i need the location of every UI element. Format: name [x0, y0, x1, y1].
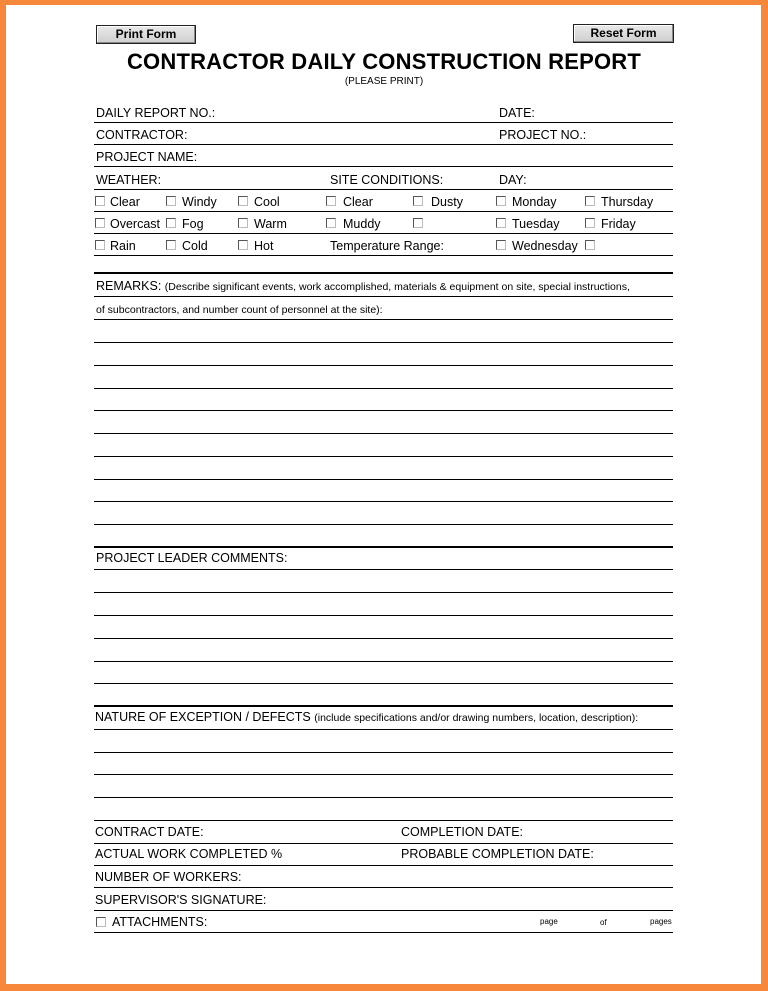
exception-heading [95, 710, 638, 724]
divider [94, 189, 673, 190]
weather-hot-checkbox[interactable] [238, 240, 248, 250]
weather-hot-label: Hot [254, 239, 274, 253]
weather-cool-checkbox[interactable] [238, 196, 248, 206]
divider [94, 211, 673, 212]
remarks-description: (Describe significant events, work accomplished, materials & equipment on site, special instructions, [164, 281, 630, 293]
field-underline[interactable] [94, 887, 673, 888]
weather-warm-checkbox[interactable] [238, 218, 248, 228]
actual-work-completed-label: ACTUAL WORK COMPLETED % [95, 847, 283, 861]
date-label: DATE: [499, 106, 535, 120]
remarks-line[interactable] [94, 388, 673, 389]
exception-line[interactable] [94, 729, 673, 730]
remarks-line[interactable] [94, 296, 673, 297]
comments-line[interactable] [94, 638, 673, 639]
completion-date-label: COMPLETION DATE: [401, 825, 524, 839]
remarks-description-continued: of subcontractors, and number count of personnel at the site): [96, 304, 383, 316]
contractor-label: CONTRACTOR: [96, 128, 188, 142]
weather-overcast-label: Overcast [110, 217, 161, 231]
weather-rain-label: Rain [110, 239, 136, 253]
weather-cold-checkbox[interactable] [166, 240, 176, 250]
section-divider [94, 546, 673, 548]
page-label: page [540, 917, 558, 926]
exception-description: (include specifications and/or drawing numbers, location, description): [314, 712, 639, 724]
exception-line[interactable] [94, 774, 673, 775]
comments-line[interactable] [94, 569, 673, 570]
weather-clear-label: Clear [110, 195, 140, 209]
project-no-label: PROJECT NO.: [499, 128, 587, 142]
comments-line[interactable] [94, 683, 673, 684]
weather-cold-label: Cold [182, 239, 208, 253]
section-divider [94, 272, 673, 274]
remarks-line[interactable] [94, 456, 673, 457]
day-wednesday-checkbox[interactable] [496, 240, 506, 250]
daily-report-no-label: DAILY REPORT NO.: [96, 106, 216, 120]
attachments-checkbox[interactable] [96, 917, 106, 927]
divider [94, 255, 673, 256]
day-label: DAY: [499, 173, 527, 187]
weather-fog-checkbox[interactable] [166, 218, 176, 228]
remarks-line[interactable] [94, 524, 673, 525]
temperature-range-label: Temperature Range: [330, 239, 444, 253]
day-thursday-checkbox[interactable] [585, 196, 595, 206]
report-subtitle: (PLEASE PRINT) [344, 76, 424, 87]
site-clear-checkbox[interactable] [326, 196, 336, 206]
attachments-label: ATTACHMENTS: [112, 915, 208, 929]
weather-overcast-checkbox[interactable] [95, 218, 105, 228]
field-underline[interactable] [94, 144, 673, 145]
day-tuesday-checkbox[interactable] [496, 218, 506, 228]
site-dusty-label: Dusty [431, 195, 463, 209]
exception-line[interactable] [94, 752, 673, 753]
day-friday-label: Friday [601, 217, 636, 231]
pages-label: pages [650, 917, 672, 926]
field-underline[interactable] [94, 166, 673, 167]
field-underline[interactable] [94, 865, 673, 866]
weather-windy-label: Windy [182, 195, 217, 209]
remarks-line[interactable] [94, 479, 673, 480]
weather-warm-label: Warm [254, 217, 287, 231]
field-underline[interactable] [94, 932, 673, 933]
remarks-line[interactable] [94, 365, 673, 366]
day-wednesday-label: Wednesday [512, 239, 578, 253]
project-name-label: PROJECT NAME: [96, 150, 198, 164]
print-form-button[interactable]: Print Form [96, 25, 196, 44]
number-of-workers-label: NUMBER OF WORKERS: [95, 870, 242, 884]
exception-line[interactable] [94, 820, 673, 821]
remarks-line[interactable] [94, 342, 673, 343]
day-thursday-label: Thursday [601, 195, 654, 209]
day-monday-label: Monday [512, 195, 557, 209]
site-dusty-checkbox[interactable] [413, 196, 423, 206]
remarks-line[interactable] [94, 319, 673, 320]
comments-line[interactable] [94, 615, 673, 616]
section-divider [94, 705, 673, 707]
day-friday-checkbox[interactable] [585, 218, 595, 228]
weather-clear-checkbox[interactable] [95, 196, 105, 206]
remarks-heading [96, 279, 630, 293]
site-clear-label: Clear [343, 195, 373, 209]
site-muddy-label: Muddy [343, 217, 381, 231]
weather-windy-checkbox[interactable] [166, 196, 176, 206]
report-title: CONTRACTOR DAILY CONSTRUCTION REPORT [126, 49, 642, 74]
site-other-checkbox[interactable] [413, 218, 423, 228]
remarks-line[interactable] [94, 501, 673, 502]
weather-cool-label: Cool [254, 195, 280, 209]
weather-fog-label: Fog [182, 217, 204, 231]
weather-label: WEATHER: [96, 173, 162, 187]
field-underline[interactable] [94, 843, 673, 844]
comments-line[interactable] [94, 592, 673, 593]
probable-completion-date-label: PROBABLE COMPLETION DATE: [401, 847, 594, 861]
weather-rain-checkbox[interactable] [95, 240, 105, 250]
field-underline[interactable] [94, 122, 673, 123]
exception-line[interactable] [94, 797, 673, 798]
contract-date-label: CONTRACT DATE: [95, 825, 204, 839]
site-muddy-checkbox[interactable] [326, 218, 336, 228]
remarks-label: REMARKS: [96, 279, 162, 293]
supervisor-signature-label: SUPERVISOR'S SIGNATURE: [95, 893, 267, 907]
reset-form-button[interactable]: Reset Form [573, 24, 674, 43]
project-leader-comments-label: PROJECT LEADER COMMENTS: [96, 551, 288, 565]
divider [94, 233, 673, 234]
day-monday-checkbox[interactable] [496, 196, 506, 206]
of-label: of [600, 918, 607, 927]
day-other-checkbox[interactable] [585, 240, 595, 250]
field-underline[interactable] [94, 910, 673, 911]
comments-line[interactable] [94, 661, 673, 662]
site-conditions-label: SITE CONDITIONS: [330, 173, 444, 187]
exception-label: NATURE OF EXCEPTION / DEFECTS [95, 710, 311, 724]
remarks-line[interactable] [94, 433, 673, 434]
remarks-line[interactable] [94, 410, 673, 411]
day-tuesday-label: Tuesday [512, 217, 560, 231]
